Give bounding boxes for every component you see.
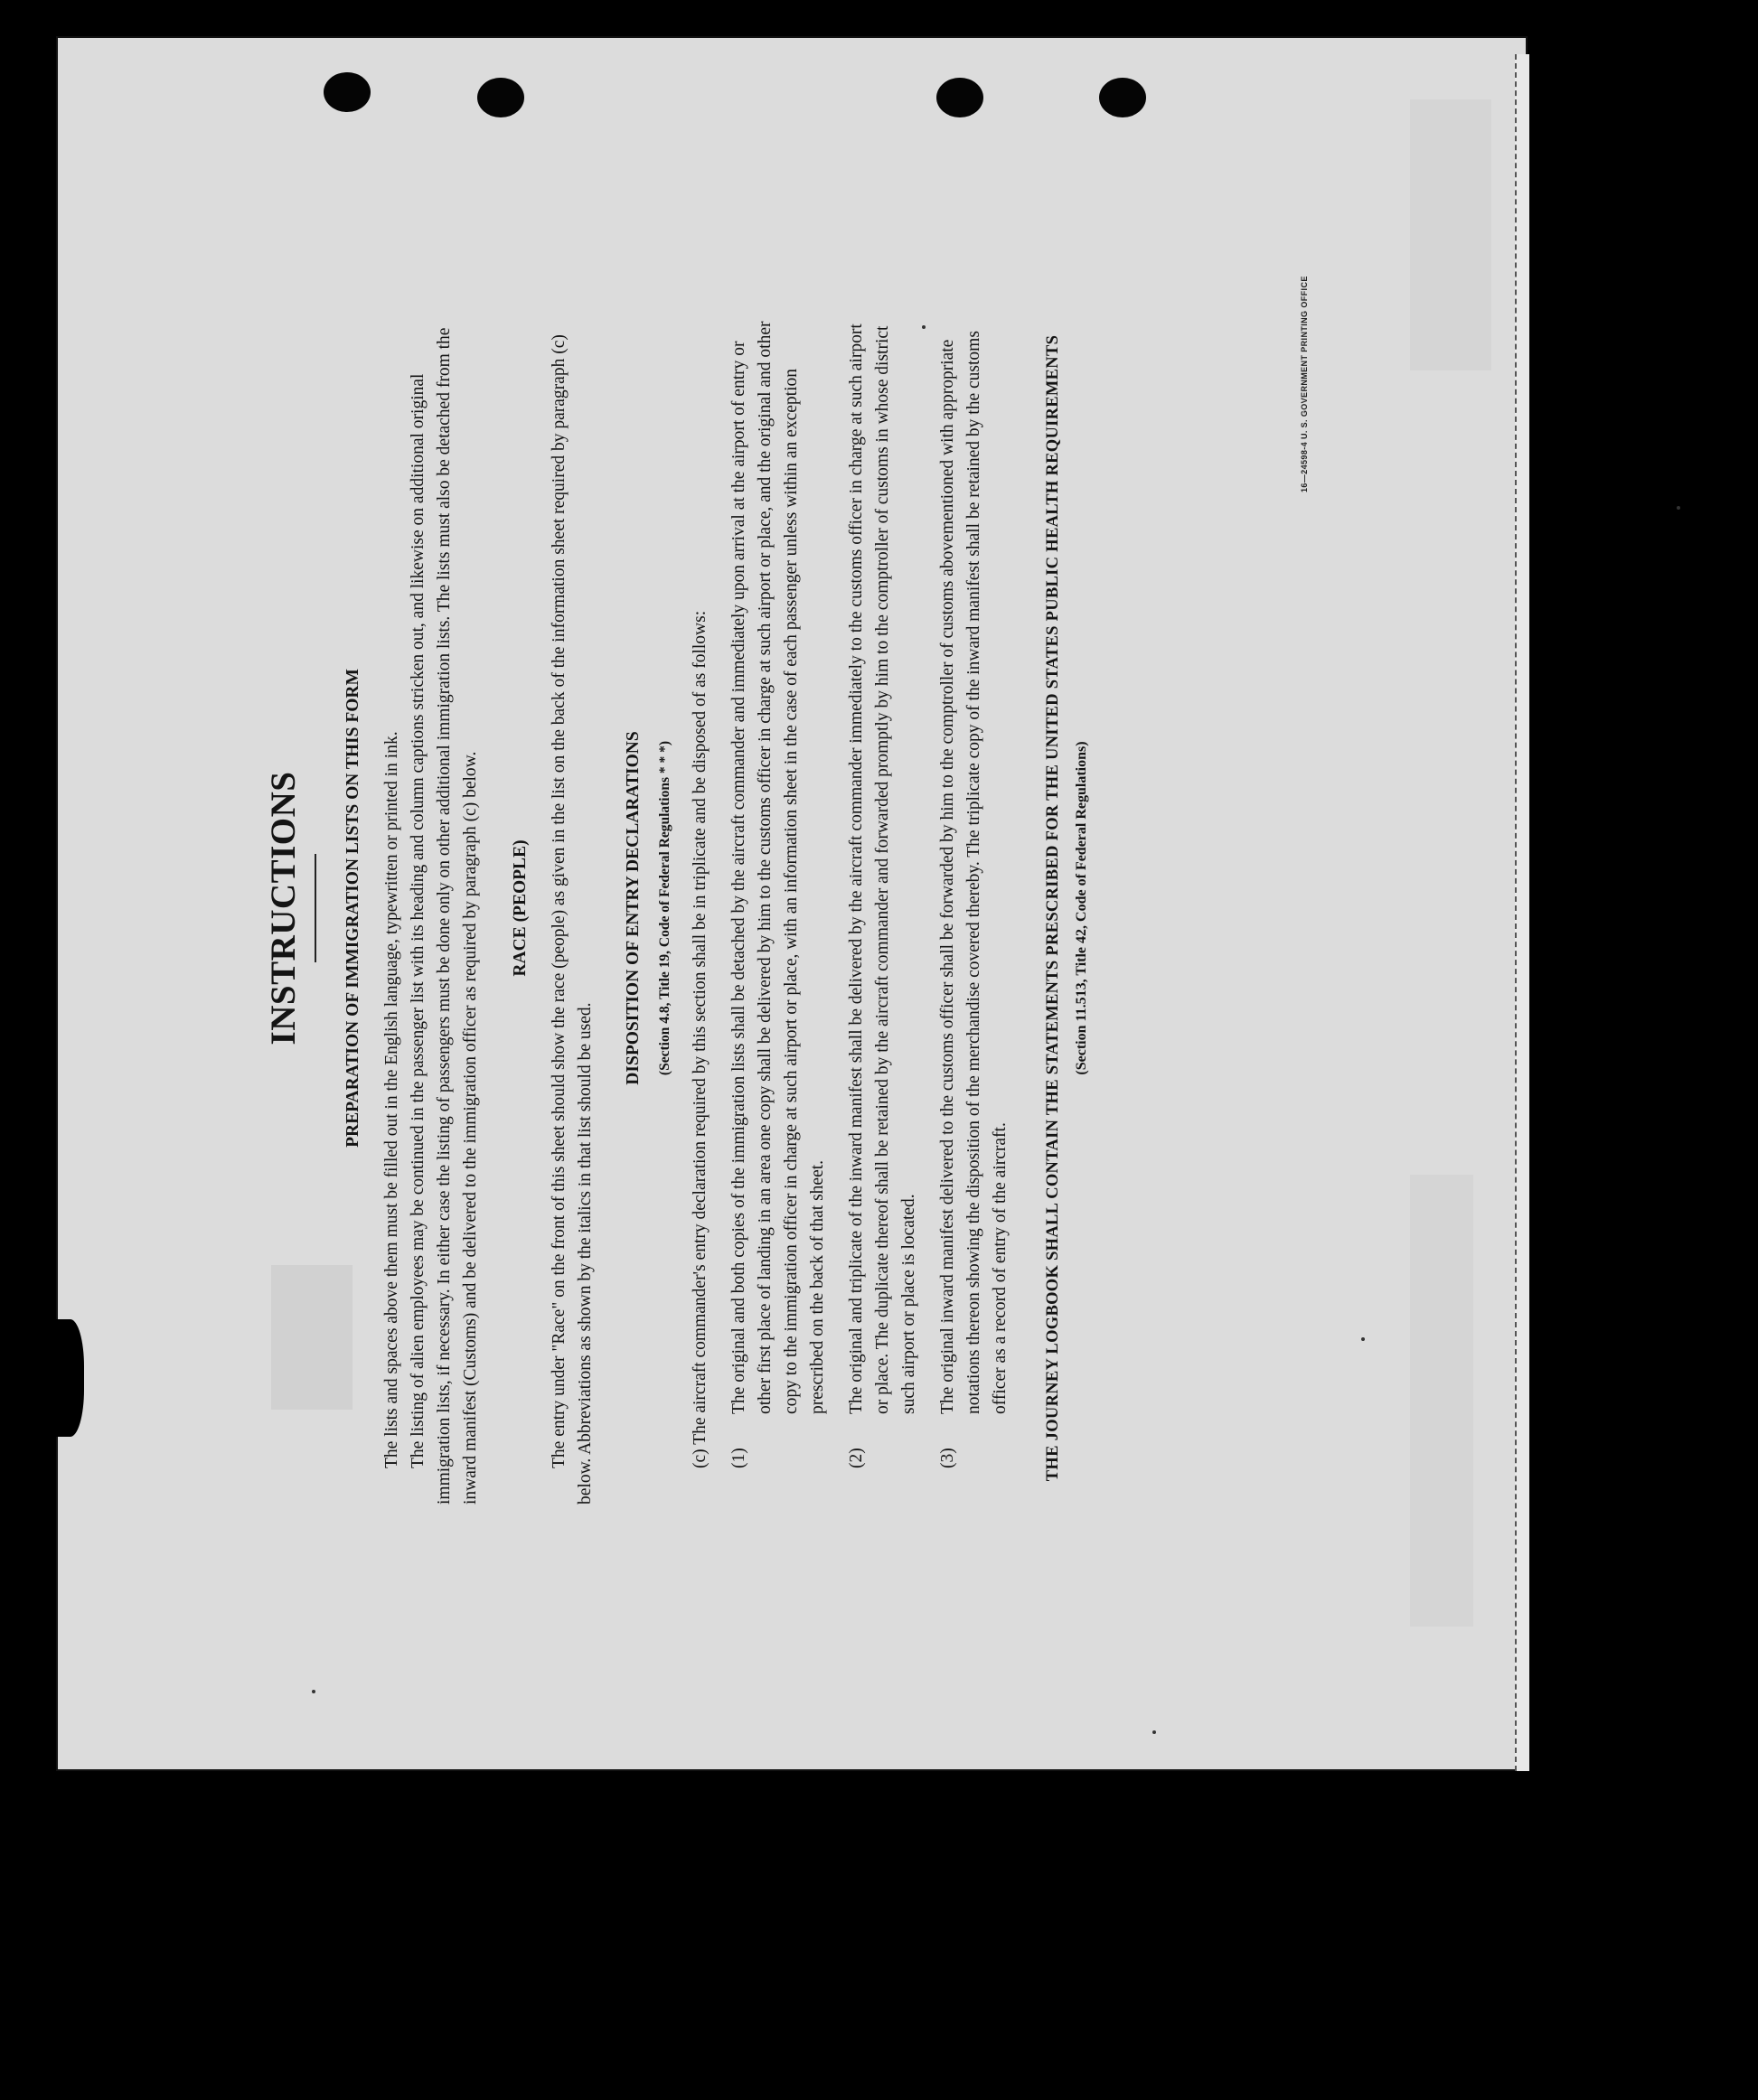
disposition-item (935, 312, 1013, 1505)
item-text: The original inward manifest delivered to the customs officer shall be forwarded by him to the comptroller of customs abovementioned with appropriate notations thereon showing the disposition of the merchandise covered thereby. The triplicate copy of the inward manifest shall be retained by the customs officer as a record of entry of the aircraft. (938, 331, 1010, 1414)
speck (312, 1690, 315, 1693)
printing-office-imprint: 16—24598-4 U. S. GOVERNMENT PRINTING OFFICE (1300, 276, 1309, 492)
punch-hole-icon (324, 72, 371, 112)
disposition-intro: (c) The aircraft commander's entry declaration required by this section shall be in triplicate and be disposed of as follows: (691, 610, 710, 1468)
disposition-item (726, 312, 831, 1505)
perforated-edge (1515, 54, 1529, 1771)
document-title: INSTRUCTIONS (264, 771, 303, 1045)
punch-hole-icon (936, 78, 983, 117)
logbook-requirement-citation: (Section 11.513, Title 42, Code of Federal Regulations) (1074, 741, 1089, 1075)
preparation-paragraph-2: The listing of alien employees may be continued in the passenger list with its heading and column captions stricken out, and likewise on additional original immigration lists, if necessary. In either case the listing of passengers must be done only on other additional immigration lists. The lists must also be detached from the inward manifest (Customs) and be delivered to the immigration officer as required by paragraph (c) below. (409, 327, 480, 1505)
title-underline (315, 854, 316, 962)
speck (1677, 506, 1680, 510)
punch-hole-icon (1099, 78, 1146, 117)
item-number: (2) (847, 1448, 866, 1468)
item-text: The original and both copies of the immigration lists shall be detached by the aircraft commander and immediately upon arrival at the airport of entry or other first place of landing in an area one copy shall be delivered by him to the customs officer in charge at such airport or place, and the original and other copy to the immigration officer in charge at such airport or place, with an information sheet in the case of each passenger unless within an exception prescribed on the back of that sheet. (729, 321, 827, 1414)
logbook-requirement-heading: THE JOURNEY LOGBOOK SHALL CONTAIN THE STATEMENTS PRESCRIBED FOR THE UNITED STATES PUBLIC HEALTH REQUIREMENTS (1044, 334, 1062, 1482)
instructions-content (262, 312, 1509, 1505)
item-number: (3) (938, 1448, 957, 1468)
disposition-item (843, 312, 922, 1505)
section-heading-disposition: DISPOSITION OF ENTRY DECLARATIONS (624, 731, 643, 1085)
item-number: (1) (729, 1448, 748, 1468)
race-paragraph: The entry under "Race" on the front of this sheet should show the race (people) as given in the list on the back of the information sheet required by paragraph (c) below. Abbreviations as shown by the italics in that list should be used. (550, 334, 595, 1505)
punch-hole-icon (477, 78, 524, 117)
item-text: The original and triplicate of the inward manifest shall be delivered by the aircraft commander immediately to the customs officer in charge at such airport or place. The duplicate thereof shall be retained by the aircraft commander and forwarded promptly by him to the comptroller of customs in whose district such airport or place is located. (847, 323, 918, 1414)
disposition-citation: (Section 4.8, Title 19, Code of Federal Regulations * * *) (657, 740, 672, 1076)
section-heading-race: RACE (PEOPLE) (511, 839, 530, 977)
section-heading-preparation: PREPARATION OF IMMIGRATION LISTS ON THIS FORM (343, 669, 362, 1148)
torn-edge (50, 1319, 84, 1437)
preparation-paragraph-1: The lists and spaces above them must be filled out in the English language, typewritten or printed in ink. (382, 731, 401, 1468)
speck (1152, 1730, 1156, 1734)
